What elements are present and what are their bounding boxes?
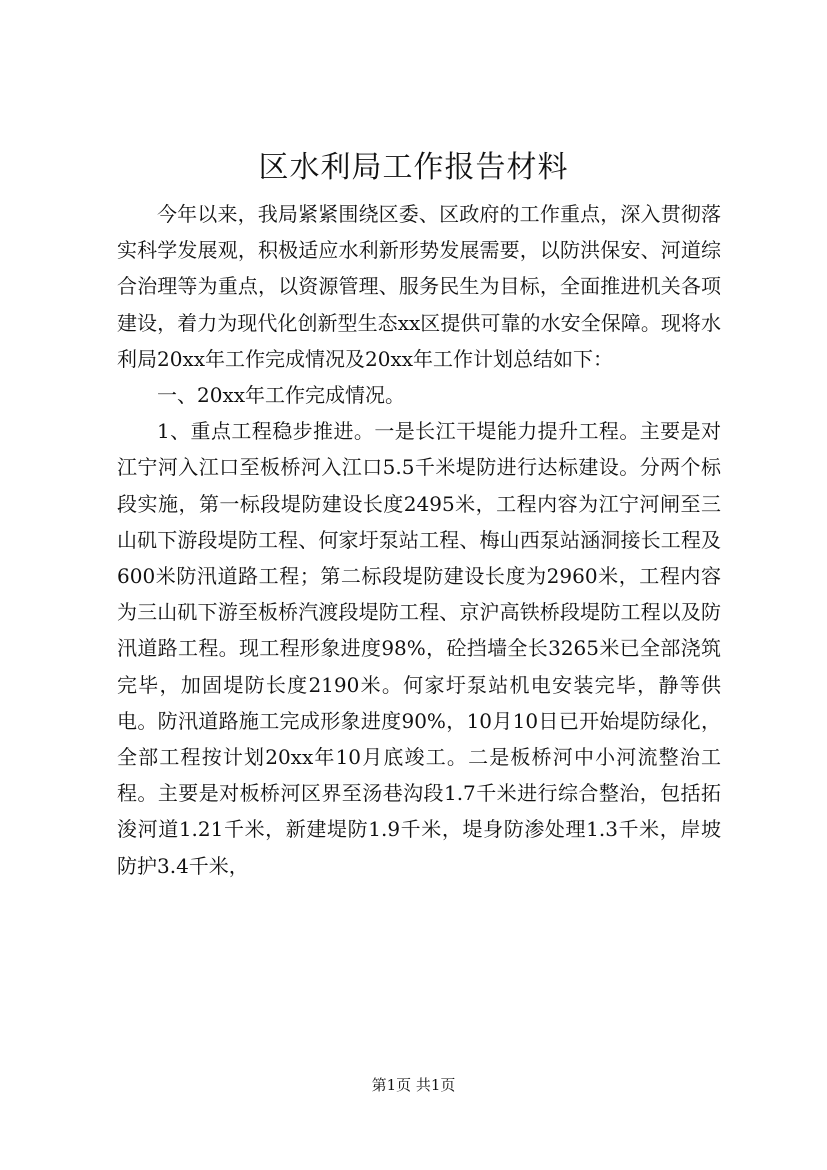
body-paragraph: 1、重点工程稳步推进。一是长江干堤能力提升工程。主要是对江宁河入江口至板桥河入江口5.5千米堤防进行达标建设。分两个标段实施，第一标段堤防建设长度2495米，工程内容为江宁河闸至三山矶下游段堤防工程、何家圩泵站工程、梅山西泵站涵洞接长工程及600米防汛道路工程；第二标段堤防建设长度为2960米，工程内容为三山矶下游至板桥汽渡段堤防工程、京沪高铁桥段堤防工程以及防汛道路工程。现工程形象进度98%，砼挡墙全长3265米已全部浇筑完毕，加固堤防长度2190米。何家圩泵站机电安装完毕，静等供电。防汛道路施工完成形象进度90%，10月10日已开始堤防绿化，全部工程按计划20xx年10月底竣工。二是板桥河中小河流整治工程。主要是对板桥河区界至汤巷沟段1.7千米进行综合整治，包括拓浚河道1.21千米，新建堤防1.9千米，堤身防渗处理1.3千米，岸坡防护3.4千米， (117, 419, 721, 878)
page-footer: 第1页 共1页 (371, 1076, 456, 1094)
section-heading: 一、20xx年工作完成情况。 (157, 383, 406, 408)
document-title: 区水利局工作报告材料 (258, 150, 569, 185)
intro-paragraph: 今年以来，我局紧紧围绕区委、区政府的工作重点，深入贯彻落实科学发展观，积极适应水利新形势发展需要，以防洪保安、河道综合治理等为重点，以资源管理、服务民生为目标，全面推进机关各项建设，着力为现代化创新型生态xx区提供可靠的水安全保障。现将水利局20xx年工作完成情况及20xx年工作计划总结如下： (117, 202, 721, 371)
document-body (117, 196, 721, 884)
